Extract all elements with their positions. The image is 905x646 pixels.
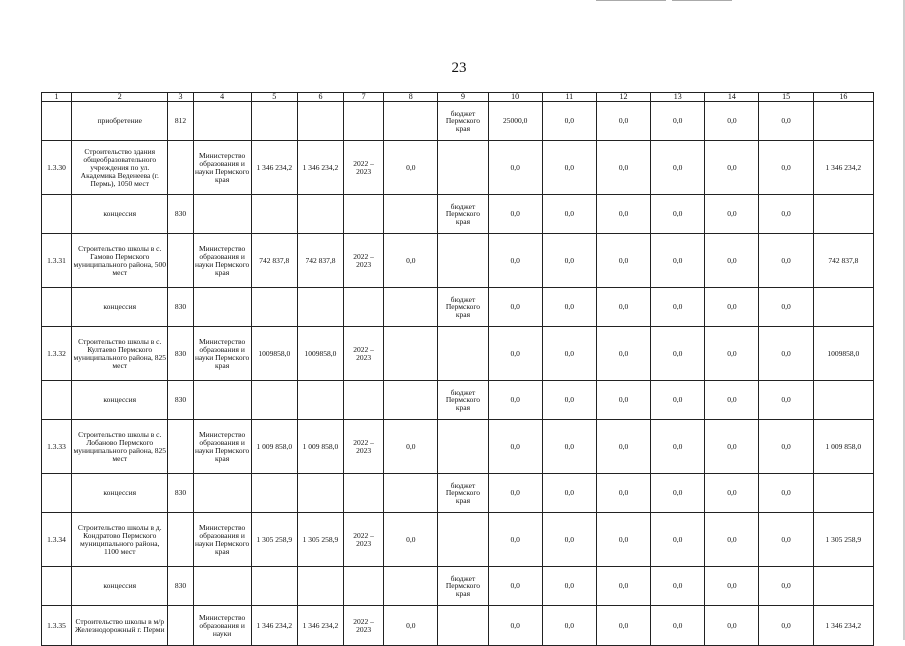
cell-cost-total: 1 305 258,9 <box>251 513 297 567</box>
cell-kvr: 830 <box>168 288 193 327</box>
cell-period <box>344 102 384 141</box>
table-row-subitem <box>42 381 874 420</box>
header-cell-12: 12 <box>596 93 650 102</box>
cell-col13: 0,0 <box>651 195 705 234</box>
cell-col14: 0,0 <box>705 141 759 195</box>
header-cell-11: 11 <box>542 93 596 102</box>
cell-col13: 0,0 <box>651 474 705 513</box>
cell-col14: 0,0 <box>705 420 759 474</box>
table-row-project <box>42 420 874 474</box>
cell-source: бюджет Пермского края <box>438 288 488 327</box>
cell-kvr: 830 <box>168 195 193 234</box>
cell-code <box>42 474 72 513</box>
cell-executor: Министерство образования и науки Пермского края <box>193 141 251 195</box>
cell-col8: 0,0 <box>384 420 438 474</box>
cell-col15: 0,0 <box>759 195 813 234</box>
cell-code: 1.3.34 <box>42 513 72 567</box>
cell-col16: 1 346 234,2 <box>813 141 873 195</box>
cell-col13: 0,0 <box>651 381 705 420</box>
cell-col15: 0,0 <box>759 381 813 420</box>
cell-col14: 0,0 <box>705 234 759 288</box>
cell-col10: 0,0 <box>488 606 542 646</box>
cell-col10: 0,0 <box>488 420 542 474</box>
cell-kvr <box>168 234 193 288</box>
cell-col15: 0,0 <box>759 288 813 327</box>
cell-code: 1.3.35 <box>42 606 72 646</box>
cell-col15: 0,0 <box>759 606 813 646</box>
cell-col12: 0,0 <box>596 513 650 567</box>
cell-executor <box>193 102 251 141</box>
cell-col10: 0,0 <box>488 288 542 327</box>
cell-name: Строительство школы в с. Култаево Пермского муниципального района, 825 мест <box>72 327 168 381</box>
cell-col11: 0,0 <box>542 606 596 646</box>
cell-source <box>438 234 488 288</box>
header-cell-13: 13 <box>651 93 705 102</box>
header-cell-10: 10 <box>488 93 542 102</box>
cell-col10: 0,0 <box>488 141 542 195</box>
cell-name: концессия <box>72 474 168 513</box>
cell-col16 <box>813 288 873 327</box>
cell-kvr: 830 <box>168 381 193 420</box>
header-cell-14: 14 <box>705 93 759 102</box>
cell-executor <box>193 567 251 606</box>
cell-col10: 0,0 <box>488 513 542 567</box>
cell-col12: 0,0 <box>596 381 650 420</box>
cell-source: бюджет Пермского края <box>438 195 488 234</box>
cell-col16: 1 305 258,9 <box>813 513 873 567</box>
cell-cost-total <box>251 102 297 141</box>
cell-col10: 0,0 <box>488 327 542 381</box>
cell-col10: 0,0 <box>488 567 542 606</box>
cell-col15: 0,0 <box>759 474 813 513</box>
cell-period: 2022 – 2023 <box>344 327 384 381</box>
cell-col14: 0,0 <box>705 288 759 327</box>
cell-source: бюджет Пермского края <box>438 567 488 606</box>
header-cell-4: 4 <box>193 93 251 102</box>
cell-col8: 0,0 <box>384 606 438 646</box>
cell-col11: 0,0 <box>542 381 596 420</box>
header-cell-8: 8 <box>384 93 438 102</box>
cell-name: Строительство школы в с. Лобаново Пермского муниципального района, 825 мест <box>72 420 168 474</box>
cell-col16 <box>813 381 873 420</box>
cell-kvr: 830 <box>168 474 193 513</box>
cell-code <box>42 195 72 234</box>
cell-period: 2022 – 2023 <box>344 141 384 195</box>
cell-period: 2022 – 2023 <box>344 606 384 646</box>
cell-cost-total <box>251 567 297 606</box>
cell-code: 1.3.30 <box>42 141 72 195</box>
table-row-project <box>42 327 874 381</box>
cell-col11: 0,0 <box>542 195 596 234</box>
budget-table <box>41 92 874 646</box>
header-cell-2: 2 <box>72 93 168 102</box>
page-number: 23 <box>451 60 467 76</box>
cell-col8: 0,0 <box>384 513 438 567</box>
cell-col16 <box>813 102 873 141</box>
cell-cost-total <box>251 474 297 513</box>
cell-col14: 0,0 <box>705 195 759 234</box>
cell-source: бюджет Пермского края <box>438 474 488 513</box>
cell-col14: 0,0 <box>705 327 759 381</box>
cell-code: 1.3.33 <box>42 420 72 474</box>
table-row-project <box>42 234 874 288</box>
cell-name: концессия <box>72 288 168 327</box>
cell-cost-estimate: 1 346 234,2 <box>297 606 343 646</box>
cell-col10: 0,0 <box>488 474 542 513</box>
cell-period <box>344 288 384 327</box>
cell-col11: 0,0 <box>542 420 596 474</box>
cell-kvr <box>168 513 193 567</box>
cell-executor: Министерство образования и науки Пермского края <box>193 513 251 567</box>
cell-col12: 0,0 <box>596 141 650 195</box>
cell-kvr: 830 <box>168 327 193 381</box>
cell-col15: 0,0 <box>759 141 813 195</box>
cell-col8: 0,0 <box>384 234 438 288</box>
cell-cost-total: 742 837,8 <box>251 234 297 288</box>
table-body <box>42 93 874 646</box>
cell-executor: Министерство образования и науки Пермского края <box>193 327 251 381</box>
cell-col11: 0,0 <box>542 234 596 288</box>
cell-col14: 0,0 <box>705 381 759 420</box>
table-row-subitem <box>42 102 874 141</box>
cell-col16: 742 837,8 <box>813 234 873 288</box>
cell-source <box>438 327 488 381</box>
cell-cost-estimate <box>297 288 343 327</box>
cell-col8: 0,0 <box>384 141 438 195</box>
cell-col8 <box>384 102 438 141</box>
cell-col11: 0,0 <box>542 327 596 381</box>
cell-col12: 0,0 <box>596 567 650 606</box>
cell-col12: 0,0 <box>596 195 650 234</box>
cell-name: концессия <box>72 567 168 606</box>
cell-source <box>438 513 488 567</box>
cell-cost-total: 1009858,0 <box>251 327 297 381</box>
cell-col15: 0,0 <box>759 327 813 381</box>
cell-col8 <box>384 474 438 513</box>
cell-col13: 0,0 <box>651 141 705 195</box>
cell-col16 <box>813 474 873 513</box>
cell-col15: 0,0 <box>759 567 813 606</box>
table-row-subitem <box>42 288 874 327</box>
cell-source <box>438 141 488 195</box>
cell-period <box>344 567 384 606</box>
cell-cost-estimate <box>297 381 343 420</box>
cell-col11: 0,0 <box>542 288 596 327</box>
cell-code <box>42 567 72 606</box>
cell-executor: Министерство образования и науки Пермского края <box>193 234 251 288</box>
cell-cost-total: 1 009 858,0 <box>251 420 297 474</box>
header-cell-16: 16 <box>813 93 873 102</box>
cell-col16: 1009858,0 <box>813 327 873 381</box>
cell-col13: 0,0 <box>651 288 705 327</box>
cell-name: Строительство здания общеобразовательного учреждения по ул. Академика Веденеева (г. Пермь), 1050 мест <box>72 141 168 195</box>
cell-source: бюджет Пермского края <box>438 102 488 141</box>
cell-col12: 0,0 <box>596 474 650 513</box>
cell-cost-estimate: 742 837,8 <box>297 234 343 288</box>
table-row-subitem <box>42 567 874 606</box>
cell-executor <box>193 381 251 420</box>
cell-cost-estimate: 1 346 234,2 <box>297 141 343 195</box>
cell-cost-estimate <box>297 195 343 234</box>
cell-col13: 0,0 <box>651 567 705 606</box>
table-row-project <box>42 513 874 567</box>
header-cell-15: 15 <box>759 93 813 102</box>
cell-col14: 0,0 <box>705 513 759 567</box>
cell-col8 <box>384 381 438 420</box>
cell-period <box>344 474 384 513</box>
header-row <box>42 93 874 102</box>
top-edge-marks <box>596 0 756 3</box>
cell-cost-estimate <box>297 567 343 606</box>
cell-name: концессия <box>72 195 168 234</box>
cell-col11: 0,0 <box>542 141 596 195</box>
table-row-subitem <box>42 474 874 513</box>
cell-col14: 0,0 <box>705 567 759 606</box>
header-cell-3: 3 <box>168 93 193 102</box>
cell-col14: 0,0 <box>705 474 759 513</box>
cell-cost-total <box>251 195 297 234</box>
cell-col15: 0,0 <box>759 102 813 141</box>
cell-col13: 0,0 <box>651 420 705 474</box>
cell-name: приобретение <box>72 102 168 141</box>
cell-col12: 0,0 <box>596 234 650 288</box>
cell-code: 1.3.31 <box>42 234 72 288</box>
header-cell-1: 1 <box>42 93 72 102</box>
cell-col12: 0,0 <box>596 327 650 381</box>
header-cell-9: 9 <box>438 93 488 102</box>
cell-name: Строительство школы в д. Кондратово Пермского муниципального района, 1100 мест <box>72 513 168 567</box>
cell-cost-total: 1 346 234,2 <box>251 141 297 195</box>
cell-source <box>438 420 488 474</box>
cell-col11: 0,0 <box>542 102 596 141</box>
cell-cost-total <box>251 288 297 327</box>
table-row-subitem <box>42 195 874 234</box>
cell-col13: 0,0 <box>651 234 705 288</box>
cell-executor: Министерство образования и науки Пермского края <box>193 420 251 474</box>
header-cell-6: 6 <box>297 93 343 102</box>
cell-col16: 1 009 858,0 <box>813 420 873 474</box>
cell-executor: Министерство образования и науки <box>193 606 251 646</box>
cell-col16: 1 346 234,2 <box>813 606 873 646</box>
cell-executor <box>193 288 251 327</box>
cell-col14: 0,0 <box>705 102 759 141</box>
cell-col13: 0,0 <box>651 513 705 567</box>
cell-col8 <box>384 195 438 234</box>
cell-col12: 0,0 <box>596 288 650 327</box>
cell-name: Строительство школы в м/р Железнодорожный г. Перми <box>72 606 168 646</box>
cell-executor <box>193 474 251 513</box>
cell-col12: 0,0 <box>596 606 650 646</box>
cell-col15: 0,0 <box>759 513 813 567</box>
cell-period <box>344 381 384 420</box>
cell-col11: 0,0 <box>542 513 596 567</box>
cell-name: Строительство школы в с. Гамово Пермского муниципального района, 500 мест <box>72 234 168 288</box>
cell-source: бюджет Пермского края <box>438 381 488 420</box>
cell-col15: 0,0 <box>759 420 813 474</box>
cell-col13: 0,0 <box>651 102 705 141</box>
cell-col16 <box>813 567 873 606</box>
cell-col15: 0,0 <box>759 234 813 288</box>
cell-period: 2022 – 2023 <box>344 420 384 474</box>
cell-name: концессия <box>72 381 168 420</box>
cell-cost-total: 1 346 234,2 <box>251 606 297 646</box>
cell-col8 <box>384 288 438 327</box>
cell-cost-estimate <box>297 474 343 513</box>
cell-col10: 0,0 <box>488 234 542 288</box>
cell-code <box>42 102 72 141</box>
cell-col13: 0,0 <box>651 327 705 381</box>
cell-period: 2022 – 2023 <box>344 234 384 288</box>
cell-code: 1.3.32 <box>42 327 72 381</box>
cell-col16 <box>813 195 873 234</box>
cell-cost-estimate: 1009858,0 <box>297 327 343 381</box>
cell-col10: 0,0 <box>488 381 542 420</box>
cell-col11: 0,0 <box>542 567 596 606</box>
cell-period: 2022 – 2023 <box>344 513 384 567</box>
cell-kvr: 830 <box>168 567 193 606</box>
cell-code <box>42 288 72 327</box>
header-cell-5: 5 <box>251 93 297 102</box>
cell-col11: 0,0 <box>542 474 596 513</box>
header-cell-7: 7 <box>344 93 384 102</box>
cell-col12: 0,0 <box>596 102 650 141</box>
cell-cost-total <box>251 381 297 420</box>
cell-code <box>42 381 72 420</box>
cell-kvr <box>168 141 193 195</box>
cell-cost-estimate <box>297 102 343 141</box>
cell-col12: 0,0 <box>596 420 650 474</box>
cell-kvr: 812 <box>168 102 193 141</box>
cell-col8 <box>384 567 438 606</box>
cell-col10: 25000,0 <box>488 102 542 141</box>
cell-cost-estimate: 1 305 258,9 <box>297 513 343 567</box>
cell-col13: 0,0 <box>651 606 705 646</box>
cell-kvr <box>168 420 193 474</box>
cell-period <box>344 195 384 234</box>
cell-cost-estimate: 1 009 858,0 <box>297 420 343 474</box>
cell-executor <box>193 195 251 234</box>
cell-col8 <box>384 327 438 381</box>
cell-col14: 0,0 <box>705 606 759 646</box>
cell-col10: 0,0 <box>488 195 542 234</box>
table-row-project <box>42 141 874 195</box>
